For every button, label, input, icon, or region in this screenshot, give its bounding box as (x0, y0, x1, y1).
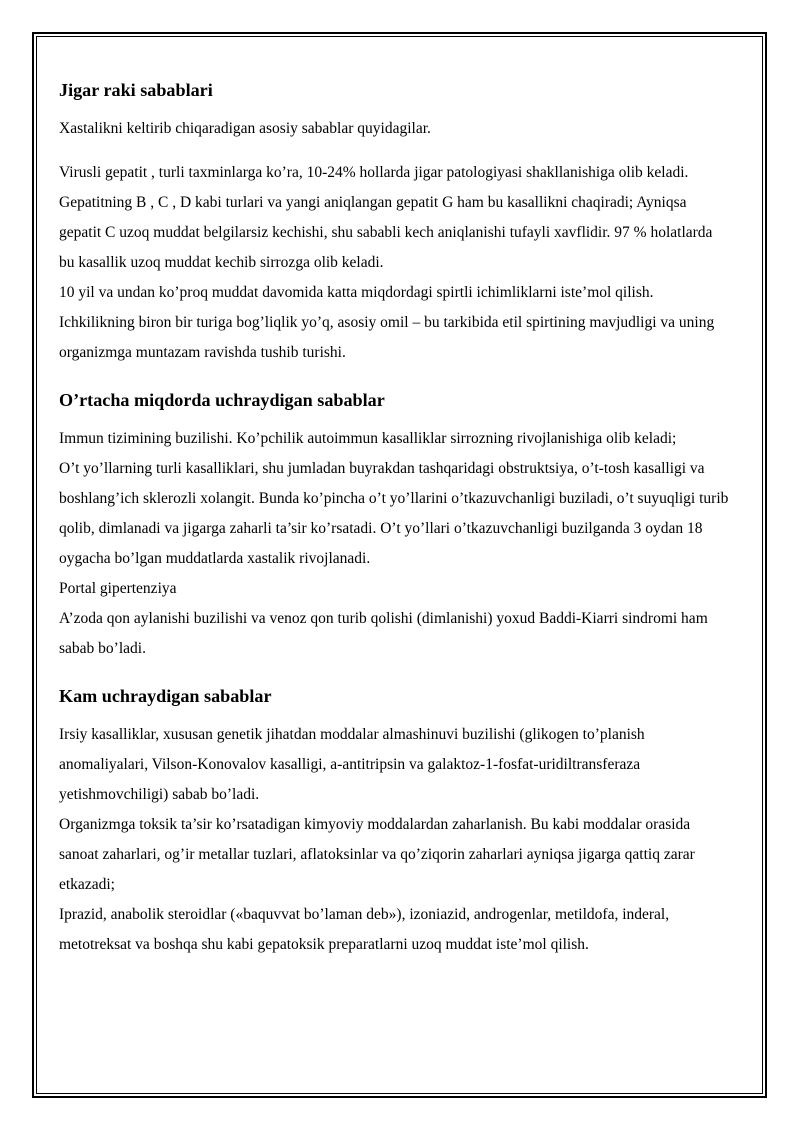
bullet-marker (32, 169, 34, 177)
list-item-text: Iprazid, anabolik steroidlar («baquvvat bo’laman deb»), izoniazid, androgenlar, metildofa, inderal, metotreksat va boshqa shu kabi gepatoksik preparatlarni uzoq muddat iste’mol qilish. (59, 906, 670, 953)
list-item-portal-hypertension (59, 574, 729, 604)
list-item-text: Irsiy kasalliklar, xususan genetik jihatdan moddalar almashinuvi buzilishi (glikogen to’planish anomaliyalari, Vilson-Konovalov kasalligi, a-antitripsin va galaktoz-1-fosfat-uridiltransferaza yetishmovchiligi) sabab bo’ladi. (59, 726, 645, 803)
intro-paragraph: Xastalikni keltirib chiqaradigan asosiy sabablar quyidagilar. (59, 120, 431, 137)
list-item-text: 10 yil va undan ko’proq muddat davomida katta miqdordagi spirtli ichimliklarni iste’mol qilish. Ichkilikning biron bir turiga bog’liqlik yo’q, asosiy omil – bu tarkibida etil spirtining mavjudligi va uning organizmga muntazam ravishda tushib turishi. (59, 284, 715, 361)
list-item-toxic-chemicals (59, 810, 729, 900)
list-item-bile-ducts (59, 454, 729, 574)
list-item-viral-hepatitis (59, 158, 729, 278)
list-item-text: Organizmga toksik ta’sir ko’rsatadigan kimyoviy moddalardan zaharlanish. Bu kabi moddalar orasida sanoat zaharlari, og’ir metallar tuzlari, aflatoksinlar va qo’ziqorin zaharlari ayniqsa jigarga qattiq zarar etkazadi; (59, 816, 695, 893)
bullet-marker (32, 465, 34, 473)
section-heading-rare-causes: Kam uchraydigan sabablar (59, 686, 272, 706)
list-item-alcohol (59, 278, 729, 368)
bullet-marker (32, 289, 34, 297)
section-heading-causes: Jigar raki sabablari (59, 80, 213, 100)
list-item-text: Portal gipertenziya (59, 580, 177, 597)
list-item-text: O’t yo’llarning turli kasalliklari, shu jumladan buyrakdan tashqaridagi obstruktsiya, o’t-tosh kasalligi va boshlang’ich sklerozli xolangit. Bunda ko’pincha o’t yo’llarini o’tkazuvchanligi buziladi, o’t suyuqligi turib qolib, dimlanadi va jigarga zaharli ta’sir ko’rsatadi. O’t yo’llari o’tkazuvchanligi buzilganda 3 oydan 18 oygacha bo’lgan muddatlarda xastalik rivojlanadi. (59, 460, 729, 567)
bullet-marker (32, 911, 34, 919)
bullet-marker (32, 585, 34, 593)
list-item-medications (59, 900, 729, 960)
list-item-immune-system (59, 424, 729, 454)
bullet-marker (32, 731, 34, 739)
section-heading-moderate-causes: O’rtacha miqdorda uchraydigan sabablar (59, 390, 385, 410)
bullet-marker (32, 435, 34, 443)
bullet-marker (32, 821, 34, 829)
bullet-marker (32, 615, 34, 623)
list-item-hereditary (59, 720, 729, 810)
list-item-text: A’zoda qon aylanishi buzilishi va venoz qon turib qolishi (dimlanishi) yoxud Baddi-Kiarri sindromi ham sabab bo’ladi. (59, 610, 708, 657)
list-item-text: Immun tizimining buzilishi. Ko’pchilik autoimmun kasalliklar sirrozning rivojlanishiga olib keladi; (59, 430, 677, 447)
list-item-text: Virusli gepatit , turli taxminlarga ko’ra, 10-24% hollarda jigar patologiyasi shakllanishiga olib keladi. Gepatitning B , C , D kabi turlari va yangi aniqlangan gepatit G ham bu kasallikni chaqiradi; Ayniqsa gepatit C uzoq muddat belgilarsiz kechishi, shu sababli kech aniqlanishi tufayli xavflidir. 97 % holatlarda bu kasallik uzoq muddat kechib sirrozga olib keladi. (59, 164, 713, 271)
list-item-circulation (59, 604, 729, 664)
document-body (59, 75, 729, 960)
